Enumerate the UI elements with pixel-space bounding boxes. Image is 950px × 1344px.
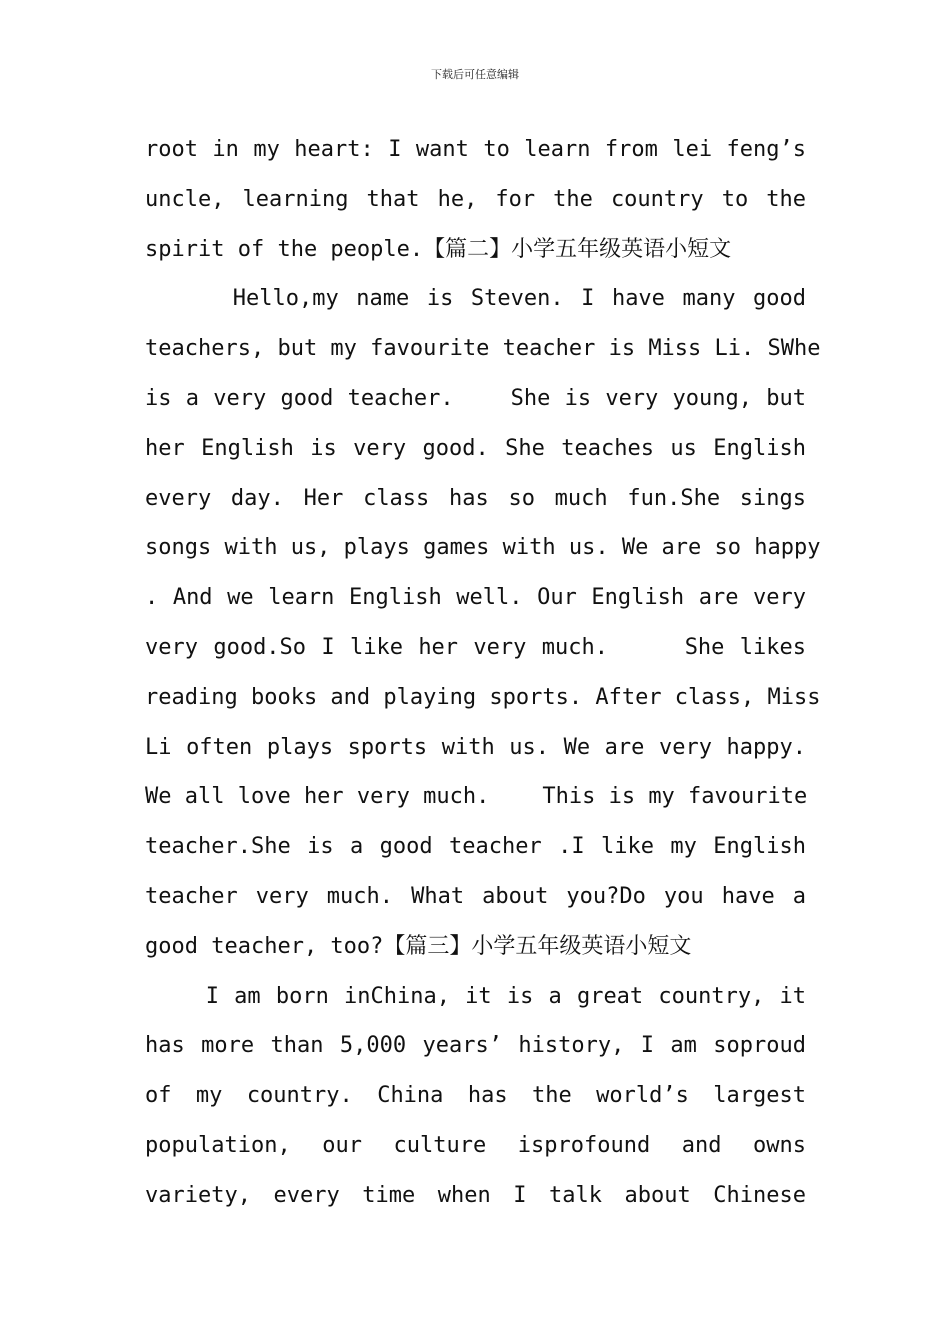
text-line: teacher very much. What about you?Do you have a bbox=[145, 883, 806, 909]
text-line: teachers, but my favourite teacher is Miss Li. SWhe bbox=[145, 336, 821, 362]
text-line: Hello,my name is Steven. I have many good bbox=[145, 286, 806, 312]
text-line: teacher.She is a good teacher .I like my English bbox=[145, 834, 806, 860]
text-line: is a very good teacher. She is very young, but bbox=[145, 385, 806, 411]
text-line: uncle, learning that he, for the country to the bbox=[145, 186, 806, 212]
text-line: population, our culture isprofound and owns bbox=[145, 1132, 806, 1158]
text-line: I am born inChina, it is a great country, it bbox=[145, 983, 806, 1009]
text-line: spirit of the people.【篇二】小学五年级英语小短文 bbox=[145, 236, 732, 262]
text-line: has more than 5,000 years’ history, I am soproud bbox=[145, 1033, 806, 1059]
text-line: good teacher, too?【篇三】小学五年级英语小短文 bbox=[145, 933, 692, 959]
document-body bbox=[145, 125, 821, 1221]
text-line: . And we learn English well. Our English are very bbox=[145, 585, 806, 611]
text-line: songs with us, plays games with us. We are so happy bbox=[145, 535, 821, 561]
text-line: her English is very good. She teaches us English bbox=[145, 435, 806, 461]
text-line: We all love her very much. This is my favourite bbox=[145, 784, 808, 810]
text-line: root in my heart: I want to learn from lei feng’s bbox=[145, 137, 806, 162]
text-line: very good.So I like her very much. She likes bbox=[145, 634, 806, 660]
text-line: reading books and playing sports. After class, Miss bbox=[145, 684, 821, 710]
text-line: Li often plays sports with us. We are very happy. bbox=[145, 734, 806, 760]
text-line: variety, every time when I talk about Chinese bbox=[145, 1182, 806, 1208]
page-header: 下载后可任意编辑 bbox=[431, 68, 519, 81]
text-line: every day. Her class has so much fun.She sings bbox=[145, 485, 806, 511]
text-line: of my country. China has the world’s largest bbox=[145, 1083, 806, 1109]
